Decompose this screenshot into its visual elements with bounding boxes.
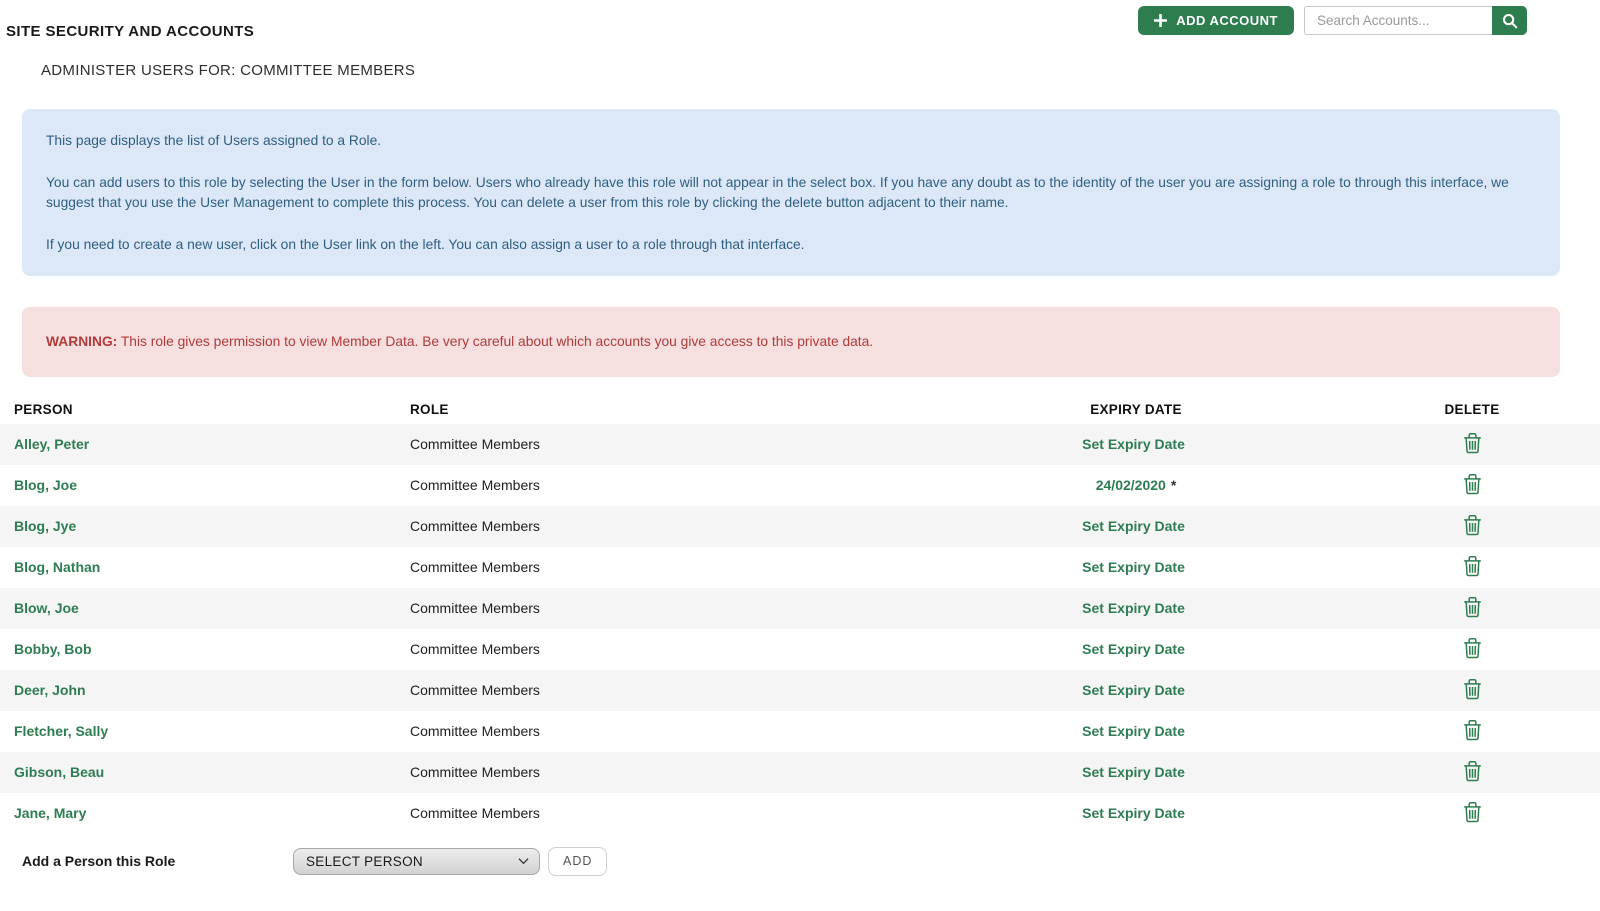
top-bar (0, 0, 1600, 40)
trash-icon (1463, 811, 1482, 826)
role-cell: Committee Members (410, 559, 540, 576)
delete-button[interactable] (1463, 678, 1482, 700)
delete-button[interactable] (1463, 555, 1482, 577)
table-row (0, 670, 1600, 711)
delete-button[interactable] (1463, 596, 1482, 618)
table-row (0, 629, 1600, 670)
trash-icon (1463, 483, 1482, 498)
table-row (0, 711, 1600, 752)
header-expiry-date: EXPIRY DATE (1090, 401, 1182, 417)
expiry-link[interactable]: Set Expiry Date (1082, 641, 1185, 658)
table-row (0, 793, 1600, 834)
role-cell: Committee Members (410, 764, 540, 781)
table-row (0, 506, 1600, 547)
person-link[interactable]: Blog, Nathan (14, 559, 101, 576)
add-person-form (22, 847, 1600, 876)
table-row (0, 752, 1600, 793)
expiry-link[interactable]: Set Expiry Date (1082, 600, 1185, 617)
person-link[interactable]: Deer, John (14, 682, 86, 699)
person-link[interactable]: Bobby, Bob (14, 641, 92, 658)
role-cell: Committee Members (410, 518, 540, 535)
roles-table (0, 395, 1600, 834)
trash-icon (1463, 524, 1482, 539)
info-paragraph-1: This page displays the list of Users assigned to a Role. (46, 133, 382, 148)
role-cell: Committee Members (410, 805, 540, 822)
plus-icon (1154, 14, 1167, 27)
warning-label: WARNING: (46, 334, 118, 350)
add-button[interactable]: ADD (548, 847, 607, 876)
role-cell: Committee Members (410, 641, 540, 658)
person-select[interactable] (293, 848, 540, 875)
expiry-link[interactable]: Set Expiry Date (1082, 723, 1185, 740)
expiry-link[interactable]: Set Expiry Date (1082, 682, 1185, 699)
warning-box (22, 307, 1560, 376)
delete-button[interactable] (1463, 801, 1482, 823)
person-select-value: SELECT PERSON (306, 853, 423, 869)
info-paragraph-2: You can add users to this role by selecting the User in the form below. Users who already have this role will not appear in the select box. If you have any doubt as to the identity of the user you are assigning a role to through this interface, we suggest that you use the User Management to complete this process. You can delete a user from this role by clicking the delete button adjacent to their name. (46, 175, 1509, 210)
trash-icon (1463, 729, 1482, 744)
delete-button[interactable] (1463, 719, 1482, 741)
search-group (1304, 6, 1527, 35)
role-cell: Committee Members (410, 682, 540, 699)
add-person-label: Add a Person this Role (22, 853, 176, 870)
trash-icon (1463, 442, 1482, 457)
search-icon (1502, 13, 1518, 29)
table-body (0, 424, 1600, 834)
person-link[interactable]: Fletcher, Sally (14, 723, 109, 740)
person-link[interactable]: Jane, Mary (14, 805, 87, 822)
header-delete: DELETE (1444, 401, 1500, 417)
table-header-row (0, 395, 1600, 424)
delete-button[interactable] (1463, 760, 1482, 782)
role-cell: Committee Members (410, 436, 540, 453)
person-link[interactable]: Alley, Peter (14, 436, 90, 453)
topbar-actions (1138, 6, 1527, 35)
person-link[interactable]: Gibson, Beau (14, 764, 105, 781)
delete-button[interactable] (1463, 514, 1482, 536)
search-input[interactable] (1304, 6, 1492, 35)
search-button[interactable] (1492, 6, 1527, 35)
delete-button[interactable] (1463, 473, 1482, 495)
expiry-link[interactable]: 24/02/2020 (1095, 477, 1166, 494)
add-account-button[interactable] (1138, 6, 1294, 35)
trash-icon (1463, 688, 1482, 703)
table-row (0, 588, 1600, 629)
delete-button[interactable] (1463, 432, 1482, 454)
role-cell: Committee Members (410, 723, 540, 740)
page-title: SITE SECURITY AND ACCOUNTS (6, 23, 255, 40)
person-link[interactable]: Blow, Joe (14, 600, 79, 617)
person-link[interactable]: Blog, Jye (14, 518, 77, 535)
table-row (0, 547, 1600, 588)
expiry-link[interactable]: Set Expiry Date (1082, 559, 1185, 576)
expiry-link[interactable]: Set Expiry Date (1082, 805, 1185, 822)
trash-icon (1463, 647, 1482, 662)
role-cell: Committee Members (410, 600, 540, 617)
expiry-link[interactable]: Set Expiry Date (1082, 436, 1185, 453)
info-box (22, 109, 1560, 276)
expiry-link[interactable]: Set Expiry Date (1082, 518, 1185, 535)
trash-icon (1463, 565, 1482, 580)
header-person: PERSON (14, 401, 73, 417)
header-role: ROLE (410, 401, 449, 417)
delete-button[interactable] (1463, 637, 1482, 659)
expiry-link[interactable]: Set Expiry Date (1082, 764, 1185, 781)
info-paragraph-3: If you need to create a new user, click on the User link on the left. You can also assign a user to a role through that interface. (46, 236, 805, 252)
warning-text: This role gives permission to view Member Data. Be very careful about which accounts you give access to this private data. (117, 334, 874, 350)
chevron-down-icon (518, 857, 529, 865)
person-link[interactable]: Blog, Joe (14, 477, 78, 494)
table-row (0, 424, 1600, 465)
add-account-label: ADD ACCOUNT (1176, 13, 1278, 28)
trash-icon (1463, 606, 1482, 621)
role-cell: Committee Members (410, 477, 540, 494)
section-subtitle: ADMINISTER USERS FOR: COMMITTEE MEMBERS (41, 62, 416, 79)
trash-icon (1463, 770, 1482, 785)
table-row (0, 465, 1600, 506)
expiry-note: * (1170, 477, 1177, 494)
